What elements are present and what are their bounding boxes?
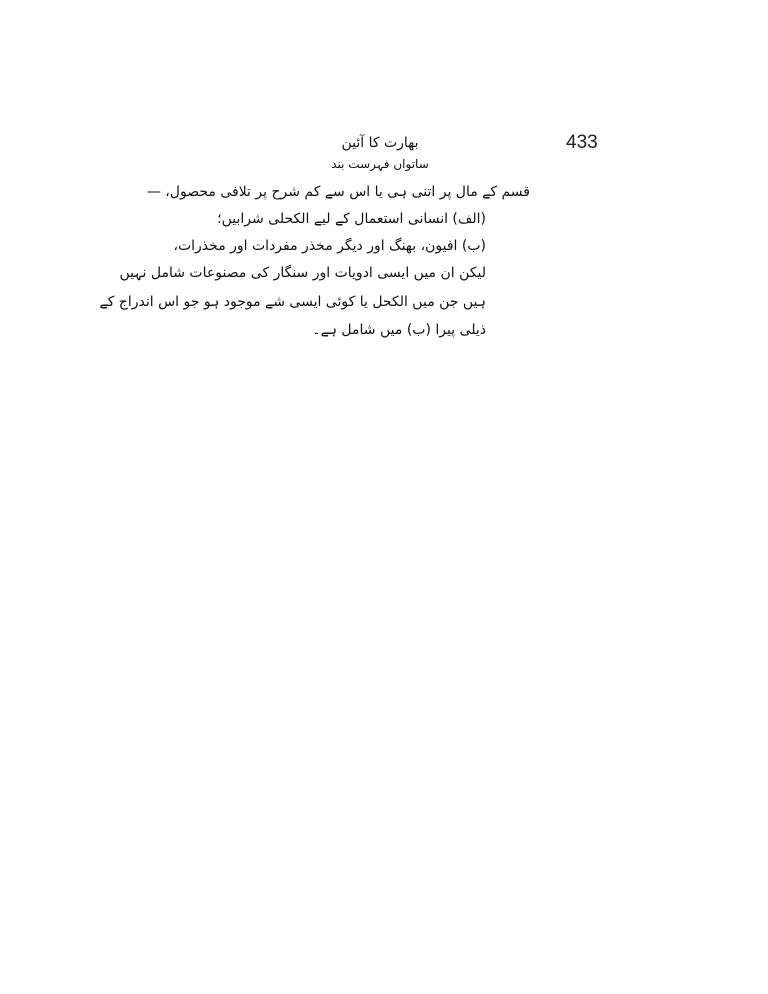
proviso-line: لیکن ان میں ایسی ادویات اور سنگار کی مصنوعات شامل نہیں <box>119 265 486 281</box>
page-number: 433 <box>566 132 598 153</box>
proviso-line: ذیلی پیرا (ب) میں شامل ہے۔ <box>312 322 486 338</box>
proviso-line: ہیں جن میں الکحل یا کوئی ایسی شے موجود ہو جو اس اندراج کے <box>99 294 486 310</box>
intro-line: قسم کے مال پر اتنی ہی یا اس سے کم شرح پر تلافی محصول، — <box>146 184 530 200</box>
header-subtitle: ساتواں فہرست بند <box>331 157 429 171</box>
sub-item-alef: (الف) انسانی استعمال کے لیے الکحلی شرابیں؛ <box>217 211 486 227</box>
header-title: بھارت کا آئین <box>341 135 419 151</box>
sub-item-be: (ب) افیون، بھنگ اور دیگر مخذر مفردات اور مخذرات، <box>173 238 486 254</box>
